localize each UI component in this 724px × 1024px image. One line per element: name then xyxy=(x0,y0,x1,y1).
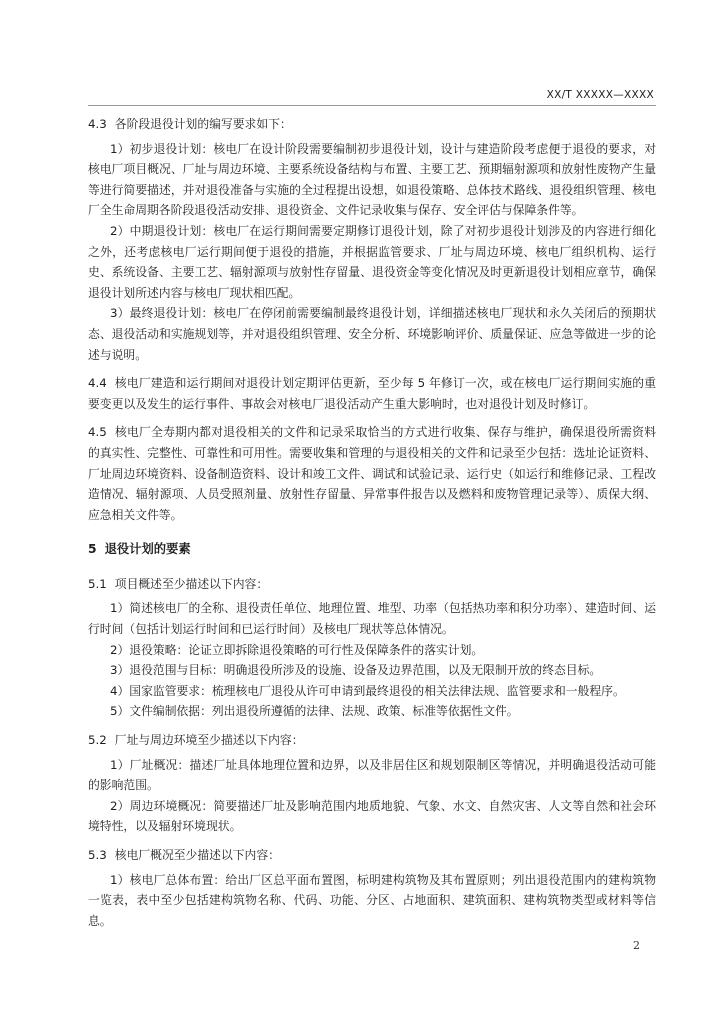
list-item: 1）核电厂总体布置：给出厂区总平面布置图，标明建构筑物及其布置原则；列出退役范围内的建构筑物一览表，表中至少包括建构筑物名称、代码、功能、分区、占地面积、建筑面积、建构筑物类型或材料等信息。 xyxy=(88,872,656,928)
section-text: 核电厂建造和运行期间对退役计划定期评估更新，至少每 5 年修订一次，或在核电厂运行期间实施的重要变更以及发生的运行事件、事故会对核电厂退役活动产生重大影响时，也对退役计划及时修订。 xyxy=(88,376,656,411)
chapter-5-heading xyxy=(88,539,656,560)
list-item: 3）退役范围与目标：明确退役所涉及的设施、设备及边界范围，以及无限制开放的终态目标。 xyxy=(110,663,602,678)
section-number: 5.2 xyxy=(88,733,107,748)
section-heading-text: 各阶段退役计划的编写要求如下： xyxy=(114,117,292,131)
section-4-4 xyxy=(88,373,656,414)
section-5-2-heading xyxy=(88,730,656,751)
document-body xyxy=(88,114,656,931)
header-rule xyxy=(88,105,656,106)
section-number: 5.3 xyxy=(88,848,107,862)
section-heading-text: 厂址与周边环境至少描述以下内容： xyxy=(114,733,304,748)
list-item: 2）中期退役计划：核电厂在运行期间需要定期修订退役计划，除了对初步退役计划涉及的内容进行细化之外，还考虑核电厂运行期间便于退役的措施，并根据监管要求、厂址与周边环境、核电厂组织机构、运行史、系统设备、主要工艺、辐射源项与放射性存留量、退役资金等变化情况及时更新退役计划相应章节，确保退役计划所述内容与核电厂现状相匹配。 xyxy=(88,223,656,300)
section-number: 5.1 xyxy=(88,576,107,591)
section-text: 核电厂全寿期内都对退役相关的文件和记录采取恰当的方式进行收集、保存与维护，确保退役所需资料的真实性、完整性、可靠性和可用性。需要收集和管理的与退役相关的文件和记录至少包括：选址论证资料、厂址周边环境资料、设备制造资料、设计和竣工文件、调试和试验记录、运行史（如运行和维修记录、工程改造情况、辐射源项、人员受照剂量、放射性存留量、异常事件报告以及燃料和废物管理记录等）、质保大纲、应急相关文件等。 xyxy=(88,425,656,522)
section-5-1-heading xyxy=(88,574,656,595)
section-4-5 xyxy=(88,422,656,525)
chapter-title: 退役计划的要素 xyxy=(104,542,191,557)
section-number: 4.4 xyxy=(88,376,107,391)
list-item: 4）国家监管要求：梳理核电厂退役从许可申请到最终退役的相关法律法规、监管要求和一般程序。 xyxy=(110,683,625,698)
chapter-number: 5 xyxy=(88,542,97,557)
list-item: 2）退役策略：论证立即拆除退役策略的可行性及保障条件的落实计划。 xyxy=(110,642,484,657)
section-heading-text: 项目概述至少描述以下内容： xyxy=(114,576,269,591)
list-item: 2）周边环境概况：简要描述厂址及影响范围内地质地貌、气象、水文、自然灾害、人文等自然和社会环境特性，以及辐射环境现状。 xyxy=(88,798,656,834)
list-item: 1）初步退役计划：核电厂在设计阶段需要编制初步退役计划，设计与建造阶段考虑便于退役的要求，对核电厂项目概况、厂址与周边环境、主要系统设备结构与布置、主要工艺、预期辐射源项和放射性废物产生量等进行简要描述，并对退役准备与实施的全过程提出设想，如退役策略、总体技术路线、退役组织管理、核电厂全生命周期各阶段退役活动安排、退役资金、文件记录收集与保存、安全评估与保障条件等。 xyxy=(88,141,656,218)
section-4-3-heading xyxy=(88,114,656,135)
list-item: 3）最终退役计划：核电厂在停闭前需要编制最终退役计划，详细描述核电厂现状和永久关闭后的预期状态、退役活动和实施规划等，并对退役组织管理、安全分析、环境影响评价、质量保证、应急等做进一步的论述与说明。 xyxy=(88,306,656,362)
section-number: 4.3 xyxy=(88,117,107,131)
section-heading-text: 核电厂概况至少描述以下内容： xyxy=(114,848,280,862)
page-number: 2 xyxy=(633,939,640,952)
section-5-3-heading xyxy=(88,845,656,866)
section-number: 4.5 xyxy=(88,425,107,440)
list-item: 1）简述核电厂的全称、退役责任单位、地理位置、堆型、功率（包括热功率和积分功率）、建造时间、运行时间（包括计划运行时间和已运行时间）及核电厂现状等总体情况。 xyxy=(88,601,656,637)
list-item: 5）文件编制依据：列出退役所遵循的法律、法规、政策、标准等依据性文件。 xyxy=(110,704,519,719)
list-item: 1）厂址概况：描述厂址具体地理位置和边界，以及非居住区和规划限制区等情况，并明确退役活动可能的影响范围。 xyxy=(88,757,656,793)
standard-code: XX/T XXXXX—XXXX xyxy=(546,89,654,101)
